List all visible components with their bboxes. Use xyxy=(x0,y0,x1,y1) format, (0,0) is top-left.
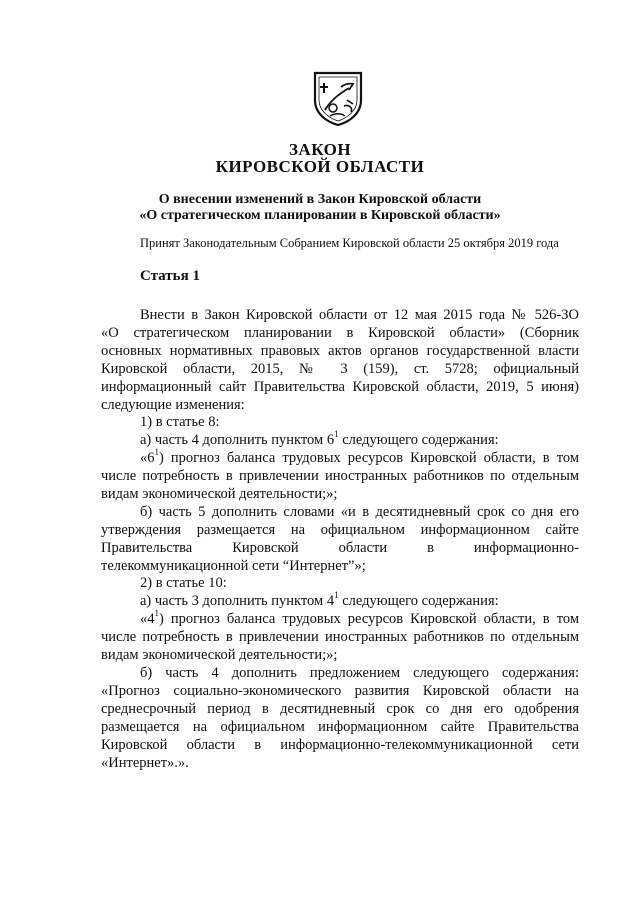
body-line: «О стратегическом планировании в Кировской области» (Сборник xyxy=(101,325,579,341)
body-line: телекоммуникационной сети “Интернет”»; xyxy=(101,558,366,574)
body-line: «$4^1$) прогноз баланса трудовых ресурсов Кировской области, в том xyxy=(140,608,579,627)
adoption-note: Принят Законодательным Собранием Кировской области 25 октября 2019 года xyxy=(140,236,559,250)
article-heading: Статья 1 xyxy=(140,268,200,284)
law-region: КИРОВСКОЙ ОБЛАСТИ xyxy=(215,157,425,176)
coat-of-arms-icon xyxy=(311,70,365,126)
body-line: информационный сайт Правительства Кировской области, 2019, 5 июня) xyxy=(101,379,579,395)
body-line: «Интернет».». xyxy=(101,755,189,771)
body-line: размещается на официальном информационном сайте Правительства xyxy=(101,719,579,735)
body-line: «$6^1$) прогноз баланса трудовых ресурсов Кировской области, в том xyxy=(140,447,579,466)
body-line: а) часть 3 дополнить пунктом $4^1$ следующего содержания: xyxy=(140,590,499,609)
body-line: Внести в Закон Кировской области от 12 мая 2015 года № 526-ЗО xyxy=(140,307,579,323)
body-line: «Прогноз социально-экономического развития Кировской области на xyxy=(101,683,579,699)
body-line: среднесрочный период в десятидневный срок со дня его одобрения xyxy=(101,701,579,717)
body-line: числе потребность в привлечении иностранных работников по отдельным xyxy=(101,629,579,645)
body-line: Кировской области, 2015, № 3 (159), ст. 5728; официальный xyxy=(101,361,579,377)
body-line: 2) в статье 10: xyxy=(140,575,227,591)
body-line: а) часть 4 дополнить пунктом $6^1$ следующего содержания: xyxy=(140,429,499,448)
law-subtitle-line2: «О стратегическом планировании в Кировской области» xyxy=(139,208,501,223)
body-line: Правительства Кировской области в информационно- xyxy=(101,540,579,556)
body-line: следующие изменения: xyxy=(101,397,245,413)
body-line: утверждения размещается на официальном информационном сайте xyxy=(101,522,579,538)
body-line: видам экономической деятельности;»; xyxy=(101,486,338,502)
body-line: основных нормативных правовых актов органов государственной власти xyxy=(101,343,579,359)
body-line: числе потребность в привлечении иностранных работников по отдельным xyxy=(101,468,579,484)
body-line: 1) в статье 8: xyxy=(140,414,220,430)
body-line: Кировской области в информационно-телекоммуникационной сети xyxy=(101,737,579,753)
law-title: ЗАКОН xyxy=(288,140,352,159)
body-line: б) часть 4 дополнить предложением следующего содержания: xyxy=(140,665,579,681)
body-line: видам экономической деятельности;»; xyxy=(101,647,338,663)
law-subtitle-line1: О внесении изменений в Закон Кировской области xyxy=(158,192,482,207)
body-line: б) часть 5 дополнить словами «и в десятидневный срок со дня его xyxy=(140,504,579,520)
